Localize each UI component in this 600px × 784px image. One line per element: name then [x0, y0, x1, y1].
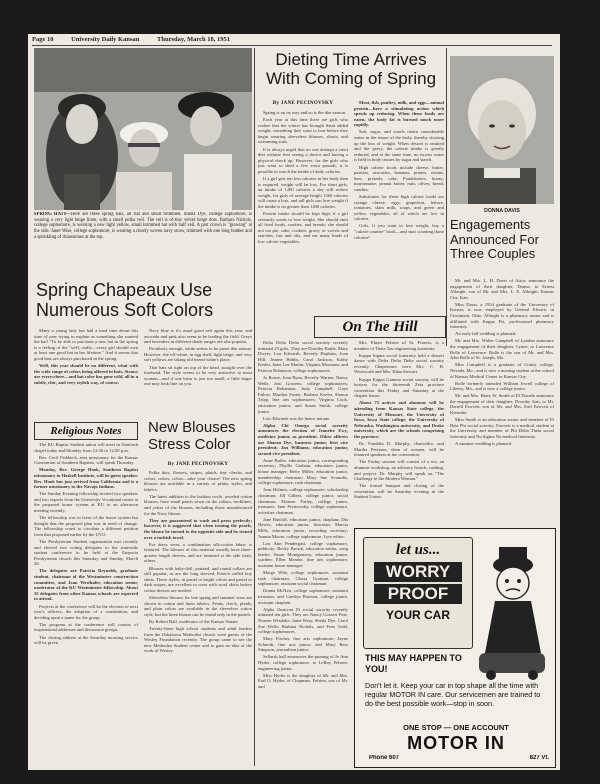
- column-rule-right: [446, 48, 447, 346]
- donna-davis-photo: [450, 56, 554, 204]
- issue-date: Thursday, March 18, 1951: [157, 36, 231, 43]
- ad-one-stop: ONE STOP — ONE ACCOUNT: [403, 723, 509, 732]
- ad-cartoon: [475, 543, 549, 681]
- header-rule: [32, 45, 552, 46]
- ad-phone: Phone 607: [369, 755, 400, 761]
- worried-man-illustration: [475, 543, 549, 681]
- dieting-headline: Dieting Time Arrives With Coming of Spring: [265, 50, 437, 89]
- caption-text: —Here are three spring hats, all flat and small brimmed. Sheila Dye, college sophomore, is wearing a very light beige linen, with a small polka veil. The veil is of tiny velvet beige dots. Barbara Nichols, college sophomore, is wearing a new light yellow, small brimmed hat with half veil. A part crown is "growing" at the side. Janet Wise, college sophomore, is wearing a clearly woven navy straw, trimmed with one long feather and a sprinkling of rhinestones at the top.: [34, 212, 252, 240]
- ad-brand: MOTOR IN: [407, 733, 505, 753]
- blouses-byline: By JANE PECINOVSKY: [167, 461, 229, 467]
- dieting-byline: By JANE PECINOVSKY: [272, 100, 334, 106]
- donna-photo-caption: DONNA DAVIS: [484, 208, 520, 214]
- chapeaux-column-2: Navy blue is it's usual good self again this year, and avocado and pink also seem to be leading the field. Greys and lavenders in different shade ranges are also popular. Peculiarly enough, white seems to be passé this season. However, the off-white, in egg shell, light beige, and very soft yellows are taking old friend white's place. That hats sit right on top of the head, straight over the forehead. The style seems to be very attractive to most women—and if one brim is just too small, a little larger one may look fine on you.: [144, 328, 252, 387]
- spring-hats-caption: [34, 212, 252, 248]
- ad-your-car: YOUR CAR: [385, 608, 450, 622]
- on-the-hill-box: [314, 316, 446, 338]
- on-the-hill-title: On The Hill: [342, 319, 418, 335]
- donna-portrait: [450, 56, 554, 204]
- chapeaux-headline-line2: Numerous Soft Colors: [36, 300, 214, 321]
- chapeaux-column-1: Many a young lady has had a hard time about this time of year trying to explain as something she wanted the hat! "To be able to purchase a new hat in the spring is a feeling of the "well, really—every girl should own at least one good hat in her lifetime." And it seems that good hats are always purchased in the spring. Well, this year should be no different, what with the wide range of colors being offered in hats. Straws are everywhere—and hat color has gone wild, all in a subtle, chic, and very stylish way, of course.: [34, 328, 138, 385]
- on-the-hill-column-1: Delta Delta Delta social sorority recently initiated 25 girls. They are Dorothy Battle, Mary Dwyer, Lou Edwards, Beverly Hopkins, Joan Hill, Jeanne Hobbs, Carol Jackson, Kathy Kesler, Janet Lee Martin, Virginia Moomaw, and Patricia Robinson, college sophomores. Jo Rouse, Joan Ryan, Beverly Warner, Nancy Wells, Joni Gowens, college sophomores; Patricia Bohannon, Judy Campbell, Gaye Enlow, Marilyn Foster, Barbara Keeler, Sharon Tripp, fine arts sophomores; Virginia Cook, education junior; and Susan Smith, college junior. Lois Edwards was the honor initiate. Alpha Chi Omega social sorority announces the election of Jeanette Ewy, medicine junior, as president. Other officers are Sharon Dye, business junior, first vice president; Jan Williams, education junior, second vice president. Anne Butler, education junior, corresponding secretary; Phyllis Graham, education junior, house manager; Betty Miller, education junior, membership chairman; Mary Sue Scrandis, college sophomore, rush chairman. Joan Holmes, college sophomore, scholarship chairman; Jill Gilbert, college junior, social chairman; Eleanor Farley, college junior, treasurer; Jane Pecinovsky, college sophomore, activities chairman. Jane Batcliff, education junior, chaplain; Dia Hawes, education junior, historian; Marcia Mills, education junior, recording secretary; Joanna Moore, college sophomore, Lyre editor. Lou Ann Pendergast, college sophomore, publicity; Becky Brown, education senior, song leader; Susan Montgomery, education junior, warden; Ellen Meador, fine arts sophomore, assistant house manager. Marge Wile, college sophomore, assistant rush chairman; Gloria Gorman, college sophomore, assistant social chairman. Donna McNett, college sophomore, assistant treasurer, and Carolyn Pearson, college junior, assistant chaplain. Alpha Omicron Pi social sorority recently initiated ten girls. They are Nancy Gossert Fine, Noreen Westlake, Janet Wray, Sheila Dye, Carol Sue Wells, Barbara Nichols, and Fran Todd, college sophomores. Mary Fischer, fine arts sophomore; Jayne Schmidt, fine arts junior; and Mary Bess Simpson, journalism junior. Sellards hall announces the pinning of Jo Ann Hyder, college sophomore, to LeRoy Felsien, engineering junior. Miss Hyder is the daughter of Mr. and Mrs. Earl O. Hyder, of Chapman. Felsien, son of Mr. and: [258, 340, 348, 689]
- dieting-column-2: Meat, fish, poultry, milk, and eggs—animal protein—have a stimulating action which speeds up reducing. When these foods are eaten, the body fat is burned much more rapidly. Salt, sugar, and starch retain considerable water in the tissue of the body, thereby slowing up the loss of weight. When dessert is omitted and the gravy, the calorie intake is greatly reduced, and at the same time, no excess water is held in body tissues by sugar and starch. High calorie foods include cheese, butter, pastries, avocados, bananas, prunes, raisins, beer, pretzels, cake, Frankfurters, honey, mayonnaise, peanut butter, nuts, olives, bread, candies. Substitutes for these high calorie foods are cottage cheese, eggs, grapefruit, lettuce, tomatoes, skim milk, soups, and green and yellow vegetables, all of which are low in calories. Girls, if you want to lose weight, buy a "calorie counter" book—and start counting those calories!: [354, 100, 444, 240]
- engagements-headline: Engagements Announced For Three Couples: [450, 218, 539, 262]
- spring-hats-illustration: [34, 48, 252, 210]
- ad-worry: WORRY: [374, 562, 462, 582]
- on-the-hill-column-2: Mrs. Elmer Felsien of St. Francis, is a member of Theta Tau engineering fraternity. Kappa Sigma social fraternity held a dessert dance with Delta Delta Delta social sorority recently. Chaperones were Mrs. C. H. Westworth and Mrs. Edna Stewart. Kappa Kappa Gamma social sorority will be hostess for the thirteenth Zeta province convention this Friday and Saturday at the chapter house. About 75 actives and alumnae will be attending from Kansas State college, the University of Missouri, the University of Iowa, Iowa State college, the University of Nebraska, Washington university, and Drake university, which are the schools comprising the province. Dr. Franklin D. Murphy, chancellor, and Martha Peterson, dean of women, will be featured speakers at the convention. The Friday session will consist of a tea, an alumnae workshop, an advisory boards, rushing, and project. Dr. Murphy will speak on "The Challenge to the Modern Woman." The formal banquet and closing of the convention will be Saturday evening in the Student Union.: [354, 340, 444, 500]
- paper-name: University Daily Kansan: [71, 36, 140, 43]
- page-number: Page 10: [32, 36, 54, 43]
- engagements-text: Mr. and Mrs. L. H. Davis of Atica, announce the engagement of their daughter, Donna, to Ernest Albright, son of Mr. and Mrs. L. E. Albright, Kansas City, Kan. Miss Davis, a 1954 graduate of the University of Kansas, is now employed by General Electric in Cincinnati, Ohio. Albright is a pharmacy senior and is affiliated with Kappa Psi, professional pharmacy fraternity. An early fall wedding is planned. Mr. and Mrs. Walter Campbell of Lyndon announce the engagement of their daughter, Lynne, to Lawrence Bolle of Lawrence. Bolle is the son of Mr. and Mrs. John Bolle of St. Joseph, Mo. Miss Campbell is a graduate of Cottey college, Nevada, Mo., and is now a nursing student at the school of Kansas Medical Center in Kansas City. Bolle formerly attended William Jewell college of Liberty, Mo., and is now a college junior. Mr. and Mrs. Harry W. Smith of El Dorado announce the engagement of their daughter, Dorothy Ann, to Mr. Darrell Fawcett, son of Mr. and Mrs. Earl Fawcett of Kenosha. Miss Smith is an education senior and member of Pi Beta Phi social sorority. Fawcett is a medical student at the University and member of Phi Delta Theta social fraternity and Nu Sigma Nu medical fraternity. A summer wedding is planned.: [450, 278, 554, 447]
- dieting-column-1: Spring is on its way and so is the diet season. Each year at this time there are girls who realize that the winter has brought them added weight, something they want to lose before they begin wearing sleeveless blouses, shorts, and swimming suits. It is always urged that no one attempt a strict diet without first seeing a doctor and having a physical check up. However, for the girls who just want to shed a few extra pounds, it is possible to watch the intake of daily calories. If a girl gets ten less calories in her body than is required, weight will be lost. For short girls, an intake of 1200 calories a day will reduce weight, for girls of average height 1300 calories will cause a loss, and tall girls can lose weight if the intake is no greater than 1400 calories. Protein intake should be kept high, if a girl seriously wants to lose weight. She should omit all fried foods, cookies, and breads; she should not eat pie, cake, cookies, gravy, or sweets and starches, fats and oils, and eat many kinds of low calorie vegetables.: [258, 110, 348, 245]
- spring-hats-photo: [34, 48, 252, 210]
- ad-happen: THIS MAY HAPPEN TO YOU!: [365, 653, 462, 674]
- chapeaux-headline: [36, 280, 252, 324]
- page-header: [32, 36, 552, 45]
- religious-notes-text: The KU Baptist Student union will meet in Danforth chapel today and Monday from 12:30 to 12:50 p.m. Rev. Cecil Fishbeck, area missionary for the Kansas Convention of Southern Baptists, will speak Thursday. Monday, Rev. George Hook, Southern Baptist missionary to Haskell Institute, will be guest speaker. Rev. Hook has just arrived from California and is a former missionary to the Navajo Indians. The Sunday Evening fellowship invited two speakers and two experts from the University Vocational center at the proposed honor system at KU to an afternoon meeting recently. The fellowship was in favor of the honor system but thought that the proposed plan was in need of change. The fellowship voted to circulate a different petition from that proposed earlier by the UVO. The Presbyterian Student organization met recently and elected two voting delegates to the statewide student conference to be held at the Emporia Presbyterian church this Saturday and Sunday, March 20. The delegates are Patricia Reynolds, graduate student, chairman of the Westminster construction committee, and Joan Westhafer, education senior, moderator of the KU Westminster fellowship. About 35 delegates from other Kansas schools are expected to attend. Projects at the conference will be the election of next year's officers, the adoption of a constitution, and deciding upon a name for the group. The program at the conference will consist of inspirational addresses and discussion groups. The closing address at the Saturday morning service will be given: [34, 442, 138, 646]
- chapeaux-headline-line1: Spring Chapeaux Use: [36, 280, 213, 300]
- motor-in-advertisement: [354, 528, 556, 768]
- caption-lead: SPRING HATS: [34, 212, 67, 217]
- blouses-headline: New Blouses Stress Color: [148, 420, 236, 453]
- ad-body-text: Don't let it. Keep your car in top shape all the time with regular MOTOR IN care. Our servicemen are trained to do the best possible work—stop in soon.: [365, 681, 541, 708]
- ad-address: 827 Vt.: [529, 755, 549, 761]
- religious-notes-box: [34, 422, 138, 440]
- ad-headline-panel: [363, 537, 473, 649]
- column-rule-left: [254, 48, 255, 766]
- newspaper-page: [28, 34, 560, 770]
- blouses-text: Polka dots, flowers, stripes, plaids, tiny checks, and colors, colors, colors—take your choice! The new spring blouses are available in a variety of prints, styles, and fabrics. The latest addition to the fashion circle, jeweled cotton blouses, have small pearls sewn on the collars, necklines, and yokes of the blouses, including those manufactured for the Navy blouse. They are guaranteed to wash and press perfectly; however, it is suggested that when ironing the pearls, the blouse be turned to the opposite side and be ironed over a turkish towel. For dress wear, a combination silk-cotton fabric is featured. The blouses of this material usually have three-quarter length sleeves, and are fastened at the side front, others. Blouses with baby-doll, pointed, and round collars are still popular, as are the long sleeved, French cuffed boy shirts. These styles, in pastel or bright colors and pastel or dark stripes, are excellent to wear with wool skirts before cotton dresses are needed. Sleeveless blouses for late spring and summer wear are shown in cotton and linen fabrics. Prints, check, plaids, and plain colors are available in the sleeveless cotton style, but the linen blouse can be found only in the pastels. By Robert Ball, moderator of the Kansas Senate. Twenty-three high school students and adult leaders from the Oskaloosa Methodist church were guests of the Wesley Foundation recently. The group came to see the new Methodist Student center and to gain an idea of the work of Wesley.: [144, 470, 252, 654]
- religious-notes-title: Religious Notes: [50, 425, 122, 437]
- ad-proof: PROOF: [374, 584, 462, 604]
- ad-let-us: let us...: [395, 542, 441, 558]
